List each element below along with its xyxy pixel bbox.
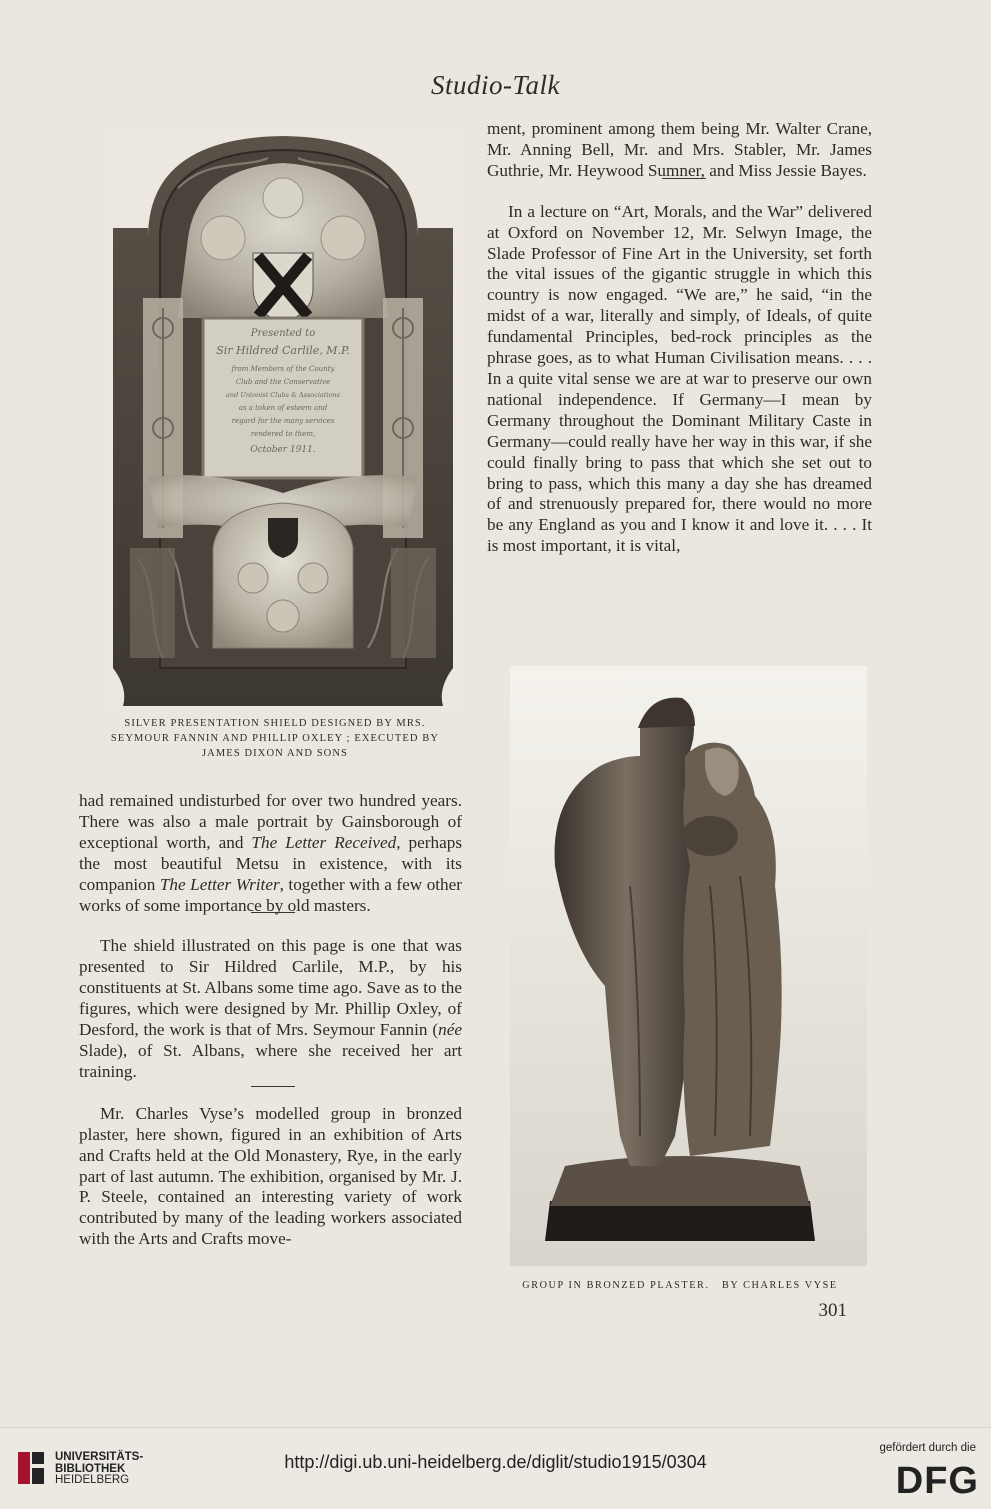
inscription-line: rendered to them, bbox=[250, 430, 316, 438]
left-column-text bbox=[79, 791, 462, 1250]
paragraph-vyse: Mr. Charles Vyse’s modelled group in bronzed plaster, here shown, figured in an exhibition of Arts and Crafts held at the Old Monastery, Rye, in the early part of last autumn. The exhibition, organised by Mr. J. P. Steele, contained an interesting variety of work contributed by many of the leading workers associated with the Arts and Crafts move- bbox=[79, 1103, 462, 1249]
shield-plate bbox=[108, 128, 458, 708]
paragraph-shield: The shield illustrated on this page is one that was presented to Sir Hildred Carlile, M.P., by his constituents at St. Albans some time ago. Save as to the figures, which were designed by Mr. Phillip Oxley, of Desford, the work is that of Mrs. Seymour Fannin (née Slade), of St. Albans, where she received her art training. bbox=[79, 936, 462, 1081]
inscription-line: Presented to bbox=[250, 328, 316, 339]
inscription-line: October 1911. bbox=[250, 445, 316, 455]
inscription-line: and Unionist Clubs & Associations bbox=[226, 391, 340, 399]
source-url-link[interactable]: http://digi.ub.uni-heidelberg.de/diglit/studio1915/0304 bbox=[284, 1452, 707, 1472]
inscription-line: Sir Hildred Carlile, M.P. bbox=[216, 344, 350, 357]
sculpture-illustration bbox=[510, 666, 867, 1266]
inscription-line: regard for the many services bbox=[231, 417, 335, 425]
inscription-line: from Members of the County bbox=[231, 365, 335, 373]
paragraph-crafts-workers: ment, prominent among them being Mr. Walter Crane, Mr. Anning Bell, Mr. and Mrs. Stabler, Mr. James Guthrie, Mr. Heywood Sumner, and Miss Jessie Bayes. bbox=[487, 119, 872, 180]
paragraph-old-masters: had remained undisturbed for over two hundred years. There was also a male portrait by Gainsborough of exceptional worth, and The Letter Received, perhaps the most beautiful Metsu in existence, with its companion The Letter Writer, together with a few other works of some importance by old masters. bbox=[79, 791, 463, 915]
sculpture-photo bbox=[510, 666, 867, 1266]
running-head: Studio-Talk bbox=[430, 70, 561, 100]
dfg-logo: DFG bbox=[895, 1460, 979, 1502]
painting-title: The Letter Received bbox=[251, 832, 397, 852]
page-number: 301 bbox=[818, 1300, 847, 1321]
inscription-line: Club and the Conservative bbox=[235, 378, 331, 386]
funded-by-label: gefördert durch die bbox=[879, 1442, 976, 1454]
right-column-text bbox=[487, 119, 872, 557]
painting-title: The Letter Writer bbox=[159, 874, 280, 894]
paragraph-lecture: In a lecture on “Art, Morals, and the War” delivered at Oxford on November 12, Mr. Selwyn Image, the Slade Professor of Fine Art in the University, set forth the vital issues of the gigantic struggle in which this country is now engaged. “We are,” he said, “in the midst of a war, literally and simply, of Ideals, of quite fundamental Principles, bed-rock principles as the phrase goes, as to what Human Civilisation means. . . . In a quite vital sense we are at war to preserve our own national independence. If Germany—I mean by Germany throughout the Dominant Military Caste in Germany—could really have her way in this war, if she could finally bring to pass that which she set out to bring to pass, which this many a day she has dreamed of and strenuously prepared for, there would no more be any England as you and I know it and love it. . . . It is most important, it is vital, bbox=[487, 201, 872, 556]
shield-illustration bbox=[108, 128, 458, 708]
shield-caption: SILVER PRESENTATION SHIELD DESIGNED BY MRS. SEYMOUR FANNIN AND PHILLIP OXLEY ; EXECUTED BY JAMES DIXON AND SONS bbox=[110, 718, 440, 759]
sculpture-caption: GROUP IN BRONZED PLASTER. BY CHARLES VYSE bbox=[522, 1280, 838, 1291]
inscription-line: as a token of esteem and bbox=[238, 404, 328, 412]
library-name: UNIVERSITÄTS- BIBLIOTHEK HEIDELBERG bbox=[55, 1451, 144, 1486]
